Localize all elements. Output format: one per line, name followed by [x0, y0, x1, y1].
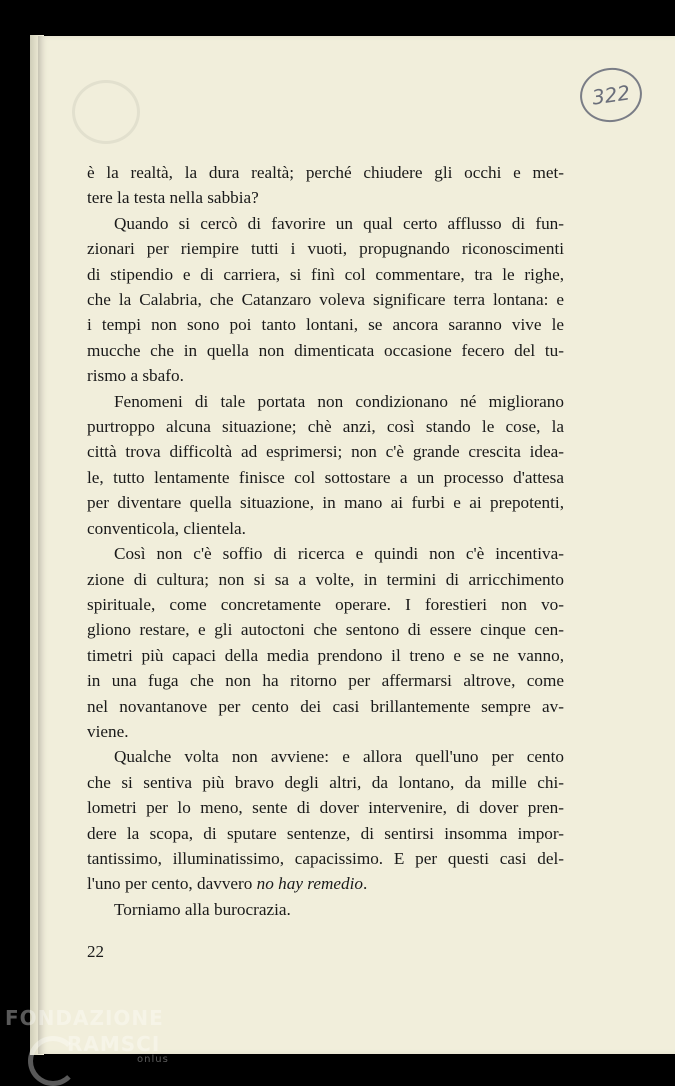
text-line: gliono restare, e gli autoctoni che sentono di essere cinque cen-	[87, 620, 564, 640]
text-line: viene.	[87, 721, 129, 741]
text-line: città trova difficoltà ad esprimersi; non c'è grande crescita idea-	[87, 442, 564, 462]
text-line: tere la testa nella sabbia?	[87, 188, 259, 208]
text-line: zionari per riempire tutti i vuoti, propugnando riconoscimenti	[87, 239, 564, 259]
text-line: dere la scopa, di sputare sentenze, di sentirsi insomma impor-	[87, 823, 564, 843]
text-run: l'uno per cento, davvero	[87, 874, 257, 894]
text-line: lometri per lo meno, sente di dover intervenire, di dover pren-	[87, 798, 564, 818]
watermark-line1: FONDAZIONE	[5, 1006, 164, 1030]
watermark-line2: RAMSCI	[67, 1032, 161, 1056]
text-line: mucche che in quella non dimenticata occasione fecero del tu-	[87, 340, 564, 360]
text-line: le, tutto lentamente finisce col sottostare a un processo d'attesa	[87, 467, 564, 487]
text-line: Quando si cercò di favorire un qual certo afflusso di fun-	[114, 213, 564, 233]
text-line: rismo a sbafo.	[87, 366, 184, 386]
text-line	[87, 871, 564, 896]
text-line: nel novantanove per cento dei casi brillantemente sempre av-	[87, 696, 564, 716]
text-line: i tempi non sono poi tanto lontani, se ancora saranno vive le	[87, 315, 564, 335]
text-line: purtroppo alcuna situazione; chè anzi, così stando le cose, la	[87, 417, 564, 437]
watermark	[5, 1006, 169, 1065]
text-line: tantissimo, illuminatissimo, capacissimo. E per questi casi del-	[87, 848, 564, 868]
watermark-sub: onlus	[137, 1054, 169, 1065]
text-line: di stipendio e di carriera, si finì col commentare, tra le righe,	[87, 264, 564, 284]
text-line: Torniamo alla burocrazia.	[114, 899, 291, 919]
text-line: Qualche volta non avviene: e allora quell'uno per cento	[114, 747, 564, 767]
text-line: spirituale, come concretamente operare. I forestieri non vo-	[87, 594, 564, 614]
page-number: 22	[87, 942, 104, 961]
text-line: zione di cultura; non si sa a volte, in termini di arricchimento	[87, 569, 564, 589]
text-line: timetri più capaci della media prendono il treno e se ne vanno,	[87, 645, 564, 665]
text-line: che si sentiva più bravo degli altri, da lontano, da mille chi-	[87, 772, 564, 792]
text-line: Così non c'è soffio di ricerca e quindi non c'è incentiva-	[114, 544, 564, 564]
text-line: per diventare quella situazione, in mano ai furbi e ai prepotenti,	[87, 493, 564, 513]
bleed-through-stamp	[72, 80, 140, 144]
text-line: che la Calabria, che Catanzaro voleva significare terra lontana: e	[87, 290, 564, 310]
body-text	[87, 160, 564, 922]
text-line: in una fuga che non ha ritorno per affermarsi altrove, come	[87, 671, 564, 691]
archive-number-stamp: 322	[577, 64, 646, 126]
text-line: è la realtà, la dura realtà; perché chiudere gli occhi e met-	[87, 163, 564, 182]
text-line: Fenomeni di tale portata non condizionano né migliorano	[114, 391, 564, 411]
italic-phrase: no hay remedio	[256, 874, 363, 894]
text-run: .	[362, 874, 368, 894]
text-line: conventicola, clientela.	[87, 518, 246, 538]
